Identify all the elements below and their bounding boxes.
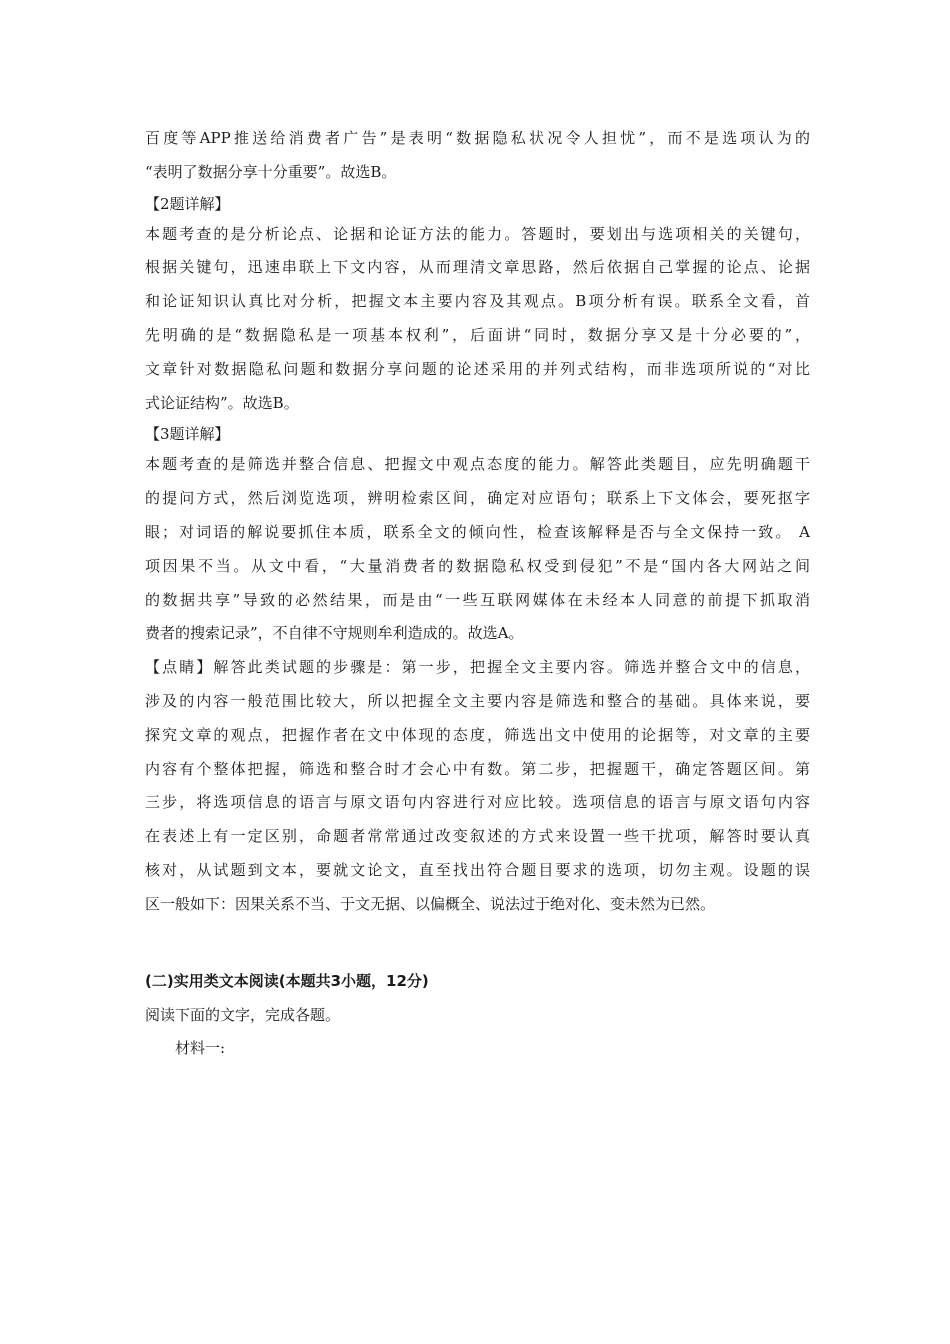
answer-explanation-q3 [145, 424, 810, 655]
section-instruction: 阅读下面的文字，完成各题。 [145, 1005, 341, 1024]
text-line: 涉及的内容一般范围比较大，所以把握全文主要内容是筛选和整合的基础。具体来说，要 [145, 691, 810, 710]
text-line: 本题考查的是筛选并整合信息、把握文中观点态度的能力。解答此类题目，应先明确题干 [145, 455, 810, 474]
text-line: 和论证知识认真比对分析，把握文本主要内容及其观点。B项分析有误。联系全文看，首 [145, 292, 810, 311]
text-line: 核对，从试题到文本，要就文论文，直至找出符合题目要求的选项，切勿主观。设题的误 [145, 860, 810, 879]
text-line: 眼；对词语的解说要抓住本质，联系全文的倾向性，检查该解释是否与全文保持一致。 A [145, 522, 810, 541]
answer-explanation-q2 [145, 194, 810, 425]
section-spacer [145, 926, 810, 970]
q3-heading: 【3题详解】 [145, 425, 230, 444]
text-line: 的数据共享”导致的必然结果，而是由“一些互联网媒体在未经本人同意的前提下抓取消 [145, 590, 810, 609]
text-line: 百度等APP推送给消费者广告”是表明“数据隐私状况令人担忧”，而不是选项认为的 [145, 129, 810, 147]
text-line: 本题考查的是分析论点、论据和论证方法的能力。答题时，要划出与选项相关的关键句， [145, 224, 810, 243]
text-line: 费者的搜索记录”，不自律不守规则牟利造成的。故选A。 [145, 624, 524, 643]
text-line: “表明了数据分享十分重要”。故选B。 [145, 162, 397, 181]
section-practical-reading [145, 970, 810, 1071]
document-body [145, 126, 810, 1070]
text-line: 先明确的是“数据隐私是一项基本权利”，后面讲“同时，数据分享又是十分必要的”， [145, 325, 810, 344]
q2-heading: 【2题详解】 [145, 194, 230, 213]
text-line: 探究文章的观点，把握作者在文中体现的态度，筛选出文中使用的论据等，对文章的主要 [145, 725, 810, 744]
section-title: (二)实用类文本阅读(本题共3小题，12分) [145, 971, 429, 990]
tip-paragraph [145, 655, 810, 925]
text-line: 式论证结构”。故选B。 [145, 393, 299, 412]
text-line: 三步，将选项信息的语言与原文语句内容进行对应比较。选项信息的语言与原文语句内容 [145, 793, 810, 812]
text-line: 项因果不当。从文中看，“大量消费者的数据隐私权受到侵犯”不是“国内各大网站之间 [145, 556, 810, 575]
answer-explanation-q1-end [145, 126, 810, 194]
text-line: 的提问方式，然后浏览选项，辨明检索区间，确定对应语句；联系上下文体会，要死抠字 [145, 489, 810, 508]
text-line: 【点睛】解答此类试题的步骤是：第一步，把握全文主要内容。筛选并整合文中的信息， [145, 658, 810, 677]
text-line: 文章针对数据隐私问题和数据分享问题的论述采用的并列式结构，而非选项所说的“对比 [145, 359, 810, 378]
text-line: 根据关键句，迅速串联上下文内容，从而理清文章思路，然后依据自己掌握的论点、论据 [145, 258, 810, 277]
text-line: 在表述上有一定区别，命题者常常通过改变叙述的方式来设置一些干扰项，解答时要认真 [145, 827, 810, 846]
text-line: 区一般如下：因果关系不当、于文无据、以偏概全、说法过于绝对化、变未然为已然。 [145, 894, 716, 913]
material-label: 材料一: [175, 1039, 226, 1058]
text-line: 内容有个整体把握，筛选和整合时才会心中有数。第二步，把握题干，确定答题区间。第 [145, 759, 810, 778]
